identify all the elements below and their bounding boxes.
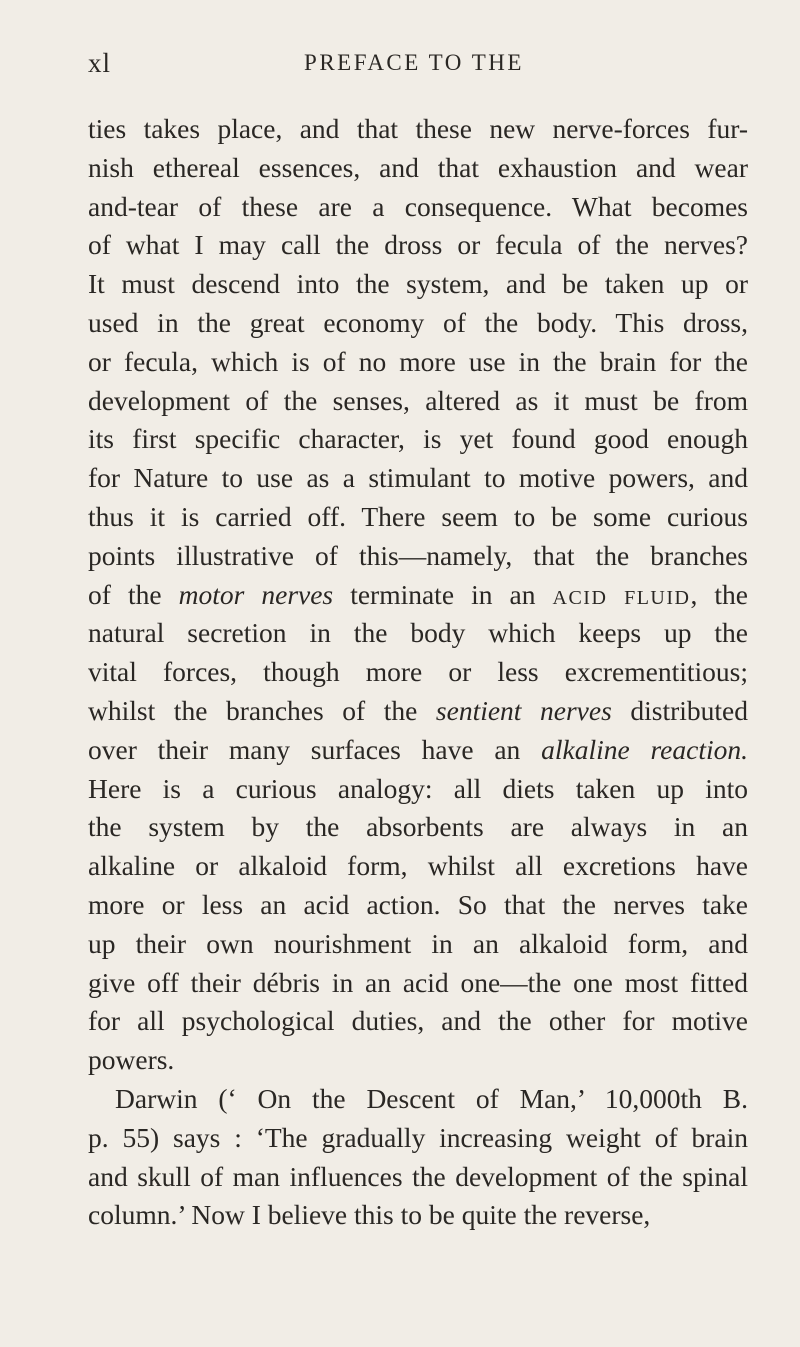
line-text: its first specific character, is yet found good enough — [88, 423, 748, 455]
text-line — [88, 1119, 748, 1158]
line-text: give off their débris in an acid one—the one most fitted — [88, 966, 748, 998]
text-line — [88, 576, 748, 615]
text-line — [88, 692, 748, 731]
text-line — [88, 653, 748, 692]
italic-text: alkaline reaction. — [541, 733, 748, 765]
line-text: for all psychological duties, and the other for motive — [88, 1005, 748, 1037]
line-text: nish ethereal essences, and that exhaustion and wear — [88, 151, 748, 183]
running-head: PREFACE TO THE — [304, 50, 524, 75]
line-text: or fecula, which is of no more use in the brain for the — [88, 345, 748, 377]
text-line — [88, 731, 748, 770]
line-text: of what I may call the dross or fecula of the nerves? — [88, 229, 748, 261]
text-line — [88, 1041, 748, 1080]
text-line — [88, 1196, 748, 1235]
text-line — [88, 343, 748, 382]
line-text: Darwin (‘ On the Descent of Man,’ 10,000th B. — [115, 1082, 748, 1114]
text-line — [88, 886, 748, 925]
italic-text: motor nerves — [178, 578, 334, 610]
text-line — [88, 149, 748, 188]
line-text: and skull of man influences the development of the spinal — [88, 1160, 748, 1192]
line-text: development of the senses, altered as it must be from — [88, 384, 748, 416]
line-text: p. 55) says : ‘The gradually increasing weight of brain — [88, 1121, 748, 1153]
line-text: used in the great economy of the body. This dross, — [88, 306, 748, 338]
line-text: distributed — [611, 694, 748, 726]
line-text: vital forces, though more or less excrementitious; — [88, 656, 748, 688]
text-line — [88, 925, 748, 964]
line-text: whilst the branches of the — [88, 694, 436, 726]
text-line — [88, 420, 748, 459]
text-line — [88, 265, 748, 304]
text-line — [88, 1080, 748, 1119]
italic-text: sentient nerves — [435, 694, 612, 726]
line-text: terminate in an — [333, 578, 553, 610]
text-line — [88, 964, 748, 1003]
text-line — [88, 304, 748, 343]
text-line — [88, 614, 748, 653]
page-header — [88, 48, 740, 82]
line-text: of the — [88, 578, 179, 610]
text-line — [88, 847, 748, 886]
line-text: It must descend into the system, and be taken up or — [88, 268, 748, 300]
line-text: powers. — [88, 1044, 175, 1076]
text-line — [88, 382, 748, 421]
text-line — [88, 1002, 748, 1041]
line-text: thus it is carried off. There seem to be some curious — [88, 500, 748, 532]
text-line — [88, 808, 748, 847]
text-line — [88, 226, 748, 265]
text-line — [88, 188, 748, 227]
small-caps-text: ACID FLUID — [552, 586, 691, 609]
line-text: over their many surfaces have an — [88, 733, 542, 765]
text-line — [88, 1158, 748, 1197]
text-line — [88, 459, 748, 498]
line-text: points illustrative of this—namely, that the branches — [88, 539, 748, 571]
paragraph — [88, 110, 748, 1080]
page-number: xl — [88, 48, 112, 78]
line-text: Here is a curious analogy: all diets taken up into — [88, 772, 748, 804]
paragraph — [88, 1080, 748, 1235]
line-text: the system by the absorbents are always in an — [88, 811, 748, 843]
text-line — [88, 498, 748, 537]
text-line — [88, 537, 748, 576]
text-line — [88, 110, 748, 149]
body-text — [88, 110, 748, 1235]
line-text: alkaline or alkaloid form, whilst all excretions have — [88, 850, 748, 882]
line-text: column.’ Now I believe this to be quite the reverse, — [88, 1199, 651, 1231]
line-text: up their own nourishment in an alkaloid form, and — [88, 927, 748, 959]
line-text: and-tear of these are a consequence. What becomes — [88, 190, 748, 222]
line-text: ties takes place, and that these new nerve-forces fur- — [88, 113, 748, 144]
line-text: , the — [690, 578, 748, 610]
line-text: for Nature to use as a stimulant to motive powers, and — [88, 462, 748, 494]
line-text: natural secretion in the body which keeps up the — [88, 617, 748, 649]
line-text: more or less an acid action. So that the nerves take — [88, 888, 748, 920]
text-line — [88, 770, 748, 809]
